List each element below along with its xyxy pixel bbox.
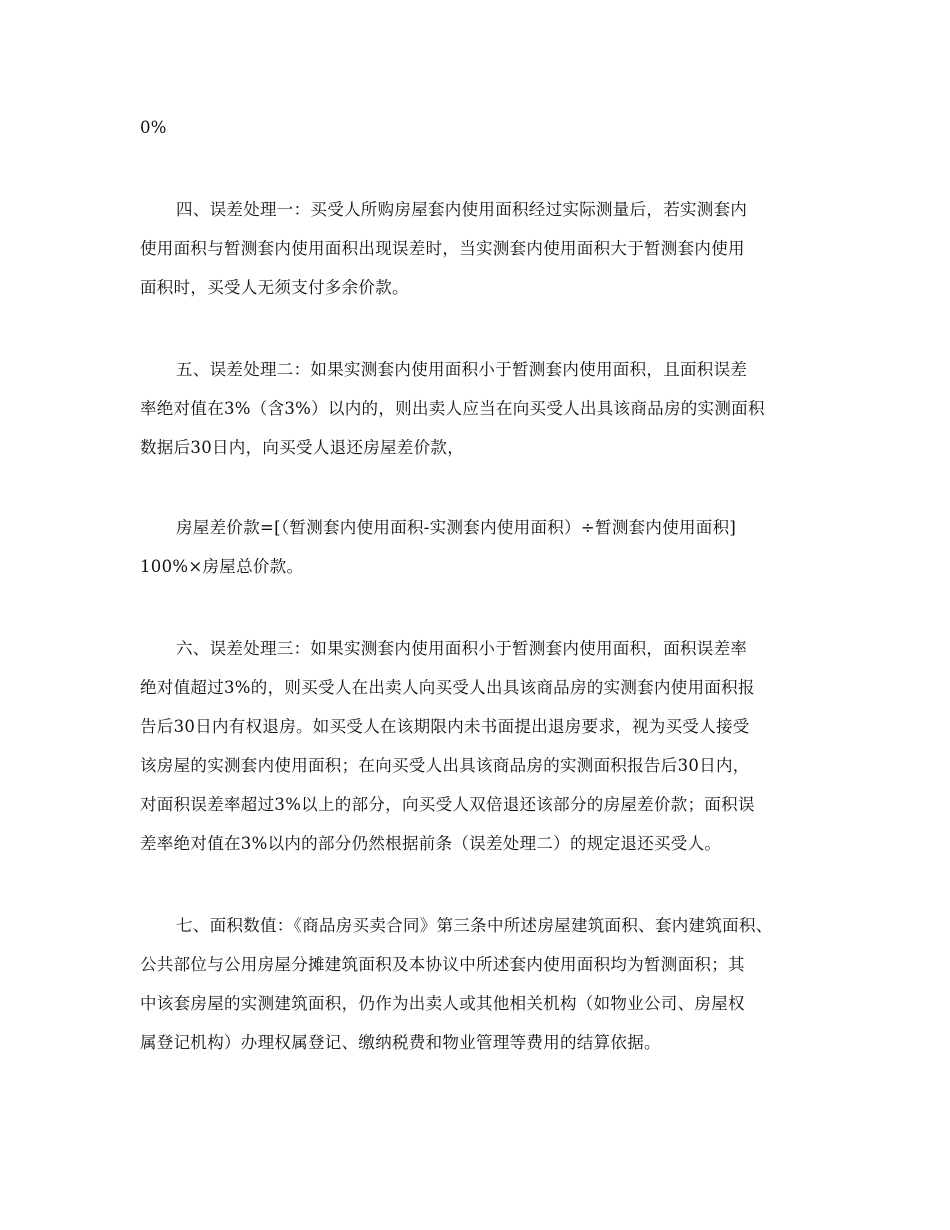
paragraph-line: 绝对值超过3%的，则买受人在出卖人向买受人出具该商品房的实测套内使用面积报 (140, 678, 755, 697)
paragraph-error-handling-3 (140, 629, 812, 863)
paragraph-line: 七、面积数值：《商品房买卖合同》第三条中所述房屋建筑面积、套内建筑面积、 (176, 916, 773, 935)
paragraph-gap (140, 147, 812, 190)
paragraph-line: 面积时，买受人无须支付多余价款。 (140, 278, 409, 297)
paragraph-gap (140, 863, 812, 906)
paragraph-line: 对面积误差率超过3%以上的部分，向买受人双倍退还该部分的房屋差价款；面积误 (140, 795, 755, 814)
paragraph-line: 中该套房屋的实测建筑面积，仍作为出卖人或其他相关机构（如物业公司、房屋权 (140, 994, 745, 1013)
paragraph-line: 率绝对值在3%（含3%）以内的，则出卖人应当在向买受人出具该商品房的实测面积 (140, 399, 765, 418)
paragraph-line: 差率绝对值在3%以内的部分仍然根据前条（误差处理二）的规定退还买受人。 (140, 834, 722, 853)
paragraph-gap (140, 586, 812, 629)
paragraph-line: 五、误差处理二：如果实测套内使用面积小于暂测套内使用面积，且面积误差 (176, 360, 748, 379)
paragraph-line: 公共部位与公用房屋分摊建筑面积及本协议中所述套内使用面积均为暂测面积；其 (140, 955, 745, 974)
paragraph-line: 属登记机构）办理权属登记、缴纳税费和物业管理等费用的结算依据。 (140, 1033, 661, 1052)
paragraph-line: 告后30日内有权退房。如买受人在该期限内未书面提出退房要求，视为买受人接受 (140, 717, 750, 736)
paragraph-line: 100%×房屋总价款。 (140, 557, 304, 576)
paragraph-error-handling-1 (140, 190, 812, 307)
paragraph-line: 数据后30日内，向买受人退还房屋差价款， (140, 438, 464, 457)
paragraph-line: 房屋差价款=[（暂测套内使用面积-实测套内使用面积）÷暂测套内使用面积] (176, 518, 737, 537)
paragraph-error-handling-2 (140, 350, 812, 467)
paragraph-line: 使用面积与暂测套内使用面积出现误差时，当实测套内使用面积大于暂测套内使用 (140, 239, 745, 258)
document-page (140, 108, 812, 1062)
paragraph-area-values (140, 906, 812, 1062)
continuation-text: 0% (140, 118, 167, 137)
paragraph-line: 四、误差处理一：买受人所购房屋套内使用面积经过实际测量后，若实测套内 (176, 200, 748, 219)
paragraph-gap (140, 307, 812, 350)
paragraph-gap (140, 467, 812, 508)
paragraph-line: 六、误差处理三：如果实测套内使用面积小于暂测套内使用面积，面积误差率 (176, 639, 748, 658)
paragraph-price-difference-formula (140, 508, 812, 586)
paragraph-line: 该房屋的实测套内使用面积；在向买受人出具该商品房的实测面积报告后30日内， (140, 756, 750, 775)
